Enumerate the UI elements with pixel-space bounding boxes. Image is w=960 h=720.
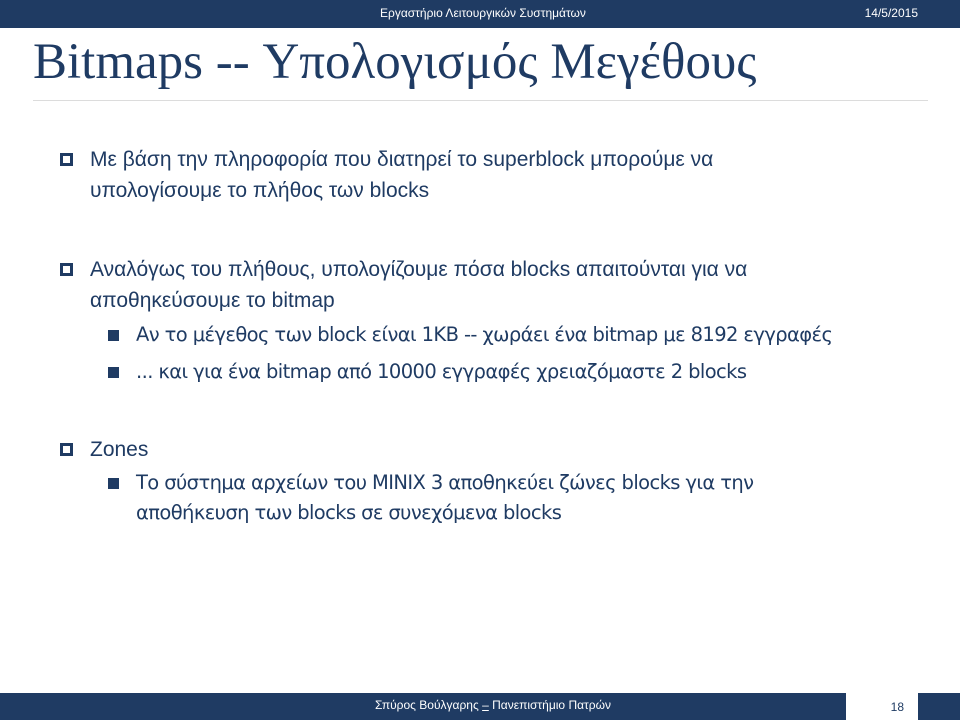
hollow-square-bullet-icon	[60, 263, 73, 276]
filled-square-bullet-icon	[108, 330, 119, 341]
header-date: 14/5/2015	[864, 6, 918, 20]
sub-bullet-line: ... και για ένα bitmap από 10000 εγγραφές χρειαζόμαστε 2 blocks	[136, 360, 747, 383]
bullet-item	[90, 434, 910, 465]
hollow-square-bullet-icon	[60, 153, 73, 166]
bullet-line: Αναλόγως του πλήθους, υπολογίζουμε πόσα blocks απαιτούνται για να	[90, 258, 748, 281]
footer-bar	[0, 693, 960, 720]
bullet-item	[90, 254, 910, 316]
sub-bullet-item	[136, 468, 926, 528]
slide-title: Bitmaps -- Υπολογισμός Μεγέθους	[33, 34, 757, 90]
filled-square-bullet-icon	[108, 478, 119, 489]
sub-bullet-line: Αν το μέγεθος των block είναι 1KB -- χωράει ένα bitmap με 8192 εγγραφές	[136, 323, 833, 346]
hollow-square-bullet-icon	[60, 443, 73, 456]
bullet-line: αποθηκεύσουμε το bitmap	[90, 289, 335, 312]
author-separator-link[interactable]: –	[482, 698, 489, 712]
header-subtitle: Εργαστήριο Λειτουργικών Συστημάτων	[380, 6, 586, 20]
title-divider	[33, 100, 928, 101]
page-number-box	[846, 693, 918, 720]
bullet-item	[90, 144, 910, 206]
author-name: Σπύρος Βούλγαρης	[375, 698, 483, 712]
bullet-line: Zones	[90, 438, 149, 461]
footer-author	[375, 698, 611, 712]
bullet-line: υπολογίσουμε το πλήθος των blocks	[90, 179, 430, 202]
page-number: 18	[890, 700, 904, 714]
sub-bullet-item	[136, 357, 926, 387]
sub-bullet-line: αποθήκευση των blocks σε συνεχόμενα blocks	[136, 501, 562, 524]
sub-bullet-item	[136, 320, 926, 350]
filled-square-bullet-icon	[108, 367, 119, 378]
sub-bullet-line: Το σύστημα αρχείων του MINIX 3 αποθηκεύει ζώνες blocks για την	[136, 471, 754, 494]
author-affiliation: Πανεπιστήμιο Πατρών	[488, 698, 611, 712]
bullet-line: Με βάση την πληροφορία που διατηρεί το superblock μπορούμε να	[90, 148, 714, 171]
header-bar	[0, 0, 960, 28]
